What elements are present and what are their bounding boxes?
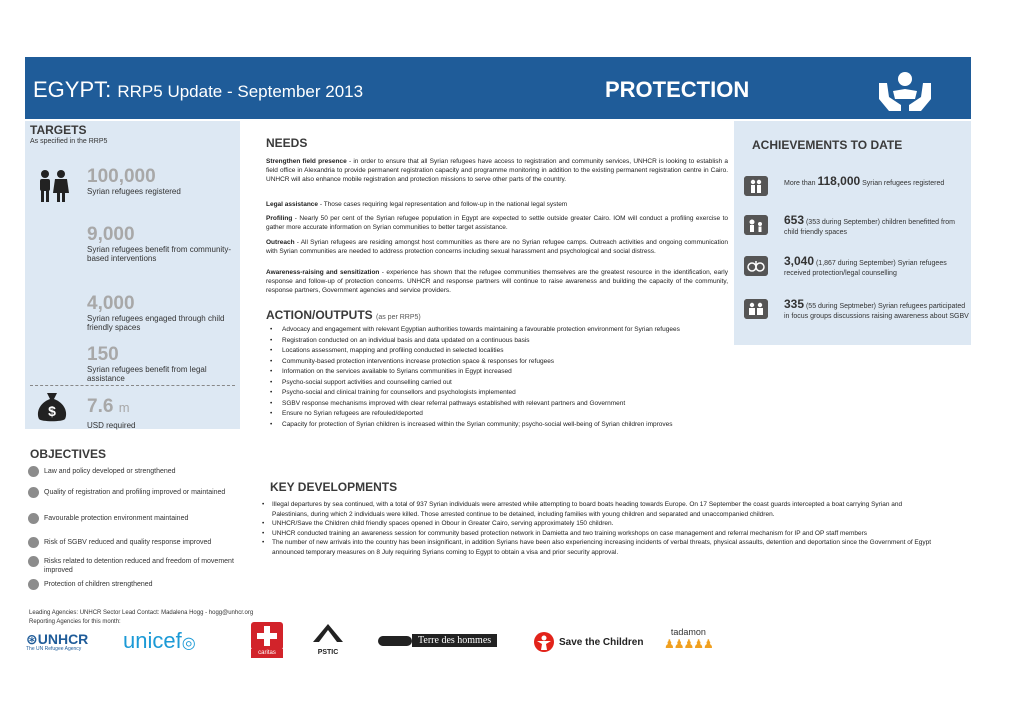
globe-icon: ⊛ xyxy=(26,631,38,647)
target-registered xyxy=(87,167,232,196)
bullet-circle-icon xyxy=(28,537,39,548)
bullet-circle-icon xyxy=(28,487,39,498)
achievement-value: 653 xyxy=(784,213,805,227)
caritas-logo: caritas xyxy=(247,622,287,663)
header-title xyxy=(33,77,363,103)
list-item: • The number of new arrivals into the country has been insignificant, in addition Syrians have been also experiencing increasing incidents of verbal threats, physical assaults, detention and deportation since the Government of Egypt announced temporary measures on 8 July requiring Syrians coming to Egypt to obtain a visa and prior security approval. xyxy=(262,538,938,557)
save-the-children-logo: Save the Children xyxy=(533,632,643,652)
list-item: • Information on the services available to Syrians communities in Egypt increased xyxy=(268,367,720,378)
objectives-title: OBJECTIVES xyxy=(30,447,107,461)
funding-label: USD required xyxy=(87,421,136,430)
list-item: • Illegal departures by sea continued, with a total of 937 Syrian individuals were arrested while attempting to board boats heading towards Europe. On 17 September the coast guards intercepted a boat carrying Syrian and Palestinians, during which 2 individuals were killed. Those arrested continue to be detained, including families with young children and separated and unaccompanied children. xyxy=(262,500,938,519)
unhcr-logo: ⊛UNHCR The UN Refugee Agency xyxy=(26,631,89,652)
country-name: EGYPT: xyxy=(33,77,112,102)
bullet-circle-icon xyxy=(28,579,39,590)
needs-paragraph: Outreach - All Syrian refugees are residing amongst host communities as there are no Syrian refugee camps. Outreach activities and ongoing communication with Syrian communities are needed to address protection concerns including sexual harassment and psychological and social distress. xyxy=(266,239,728,255)
save-children-figure-icon xyxy=(533,632,555,652)
actions-title-note: (as per RRP5) xyxy=(376,314,421,321)
tadamon-logo: tadamon ♟♟♟♟♟ xyxy=(664,627,713,651)
target-value: 9,000 xyxy=(87,224,135,245)
list-item: • Registration conducted on an individual basis and data updated on a continuous basis xyxy=(268,336,720,347)
needs-title: NEEDS xyxy=(266,136,308,150)
target-value: 150 xyxy=(87,344,119,365)
list-item: • Advocacy and engagement with relevant Egyptian authorities towards maintaining a favourable protection environment for Syrian refugees xyxy=(268,325,720,336)
reporting-agencies-label: Reporting Agencies for this month: xyxy=(29,619,121,625)
bullet-circle-icon xyxy=(28,513,39,524)
needs-paragraph: Profiling - Nearly 50 per cent of the Syrian refugee population in Egypt are expected to settle outside greater Cairo. IOM will conduct a profiling exercise to gather more accurate information on Syrian communities to better target assistance. xyxy=(266,215,728,231)
target-label: Syrian refugees benefit from legal assistance xyxy=(87,365,207,383)
bullet-circle-icon xyxy=(28,466,39,477)
page-header xyxy=(25,57,971,119)
pstic-mark-icon xyxy=(313,624,343,642)
target-legal xyxy=(87,345,232,383)
people-icon xyxy=(37,169,73,203)
target-label: Syrian refugees engaged through child friendly spaces xyxy=(87,314,225,332)
child-friendly-space-icon xyxy=(744,215,768,235)
list-item: • UNHCR conducted training an awareness session for community based protection network in Damietta and two training workshops on case management and referral mechanism for IP and OP staff members xyxy=(262,529,938,539)
list-item: • Psycho-social and clinical training for counsellors and psychologists implemented xyxy=(268,388,720,399)
actions-title: ACTION/OUTPUTS (as per RRP5) xyxy=(266,308,421,322)
legal-counselling-icon xyxy=(744,256,768,276)
bullet-circle-icon xyxy=(28,556,39,567)
update-title: RRP5 Update - September 2013 xyxy=(117,82,364,101)
target-label: Syrian refugees benefit from community-based interventions xyxy=(87,245,232,263)
svg-text:$: $ xyxy=(48,403,56,419)
achievement-value: 3,040 xyxy=(784,254,815,268)
achievement-value: 118,000 xyxy=(817,174,861,188)
list-item: • SGBV response mechanisms improved with clear referral pathways established with relevant partners and Government xyxy=(268,399,720,410)
key-developments-list xyxy=(262,500,938,557)
funding-value: 7.6 xyxy=(87,396,114,417)
list-item: • Psycho-social support activities and counselling carried out xyxy=(268,378,720,389)
focus-group-icon xyxy=(744,299,768,319)
unicef-globe-icon: ◎ xyxy=(181,635,196,652)
money-bag-icon xyxy=(35,391,69,423)
tadamon-people-icon: ♟♟♟♟♟ xyxy=(664,637,713,651)
list-item: • Capacity for protection of Syrian children is increased within the Syrian community; psycho-social well-being of Syrian children improves xyxy=(268,420,720,431)
needs-paragraph: Strengthen field presence - in order to ensure that all Syrian refugees have access to registration and community services, UNHCR is looking to establish a field office in Alexandria to provide permanent registration capacity and programme monitoring in addition to the existing permanent registration centre in Cairo. UNHCR will also enhance mobile registration and protection missions to serve other parts of the country. xyxy=(266,158,728,183)
achievement-value: 335 xyxy=(784,297,805,311)
sector-title: PROTECTION xyxy=(605,77,750,102)
registration-icon xyxy=(744,176,768,196)
list-item: • UNHCR/Save the Children child friendly spaces opened in Obour in Greater Cairo, serving approximately 150 children. xyxy=(262,519,938,529)
target-value: 4,000 xyxy=(87,293,135,314)
target-funding xyxy=(87,397,232,430)
list-item: • Ensure no Syrian refugees are refouled/deported xyxy=(268,409,720,420)
targets-subtitle: As specified in the RRP5 xyxy=(30,138,108,145)
achievements-panel: ACHIEVEMENTS TO DATE More than 118,000 Syrian refugees registered 653 (353 during September) children benefitted from child friendly spaces 3,040 (1,867 during September) Syrian refugees received protection/legal counselling 335 (55 during Septmeber) Syrian refugees participated in focus groups discussions raising awareness about SGBV xyxy=(734,121,971,345)
pstic-logo: PSTIC xyxy=(313,624,343,656)
target-label: Syrian refugees registered xyxy=(87,187,181,196)
leading-agencies: Leading Agencies: UNHCR Sector Lead Contact: Madalena Hogg - hogg@unhcr.org xyxy=(29,610,254,616)
key-developments-title: KEY DEVELOPMENTS xyxy=(270,480,398,494)
unicef-logo: unicef◎ xyxy=(123,628,196,653)
hands-holding-person-icon xyxy=(875,69,935,111)
achievements-title: ACHIEVEMENTS TO DATE xyxy=(752,138,903,152)
terre-des-hommes-logo: Terre des hommes xyxy=(378,634,497,647)
targets-panel xyxy=(25,121,240,429)
tdh-mark-icon xyxy=(378,636,412,646)
target-community xyxy=(87,225,232,263)
list-item: • Community-based protection interventions increase protection space & responses for refugees xyxy=(268,357,720,368)
needs-paragraph: Legal assistance - Those cases requiring legal representation and follow-up in the national legal system xyxy=(266,201,568,208)
divider xyxy=(30,385,235,386)
target-child-spaces xyxy=(87,294,232,332)
list-item: • Locations assessment, mapping and profiling conducted in selected localities xyxy=(268,346,720,357)
needs-paragraph: Awareness-raising and sensitization - experience has shown that the refugee communities themselves are the greatest resource in the identification, early response and follow-up of protection concerns. UNHCR and response partners will continue to raise awareness and building the capacity of the community, response partners, Government agencies and service providers. xyxy=(266,269,728,294)
targets-title: TARGETS xyxy=(30,123,87,137)
actions-list xyxy=(268,325,720,430)
target-value: 100,000 xyxy=(87,166,156,187)
funding-unit: m xyxy=(118,400,130,415)
